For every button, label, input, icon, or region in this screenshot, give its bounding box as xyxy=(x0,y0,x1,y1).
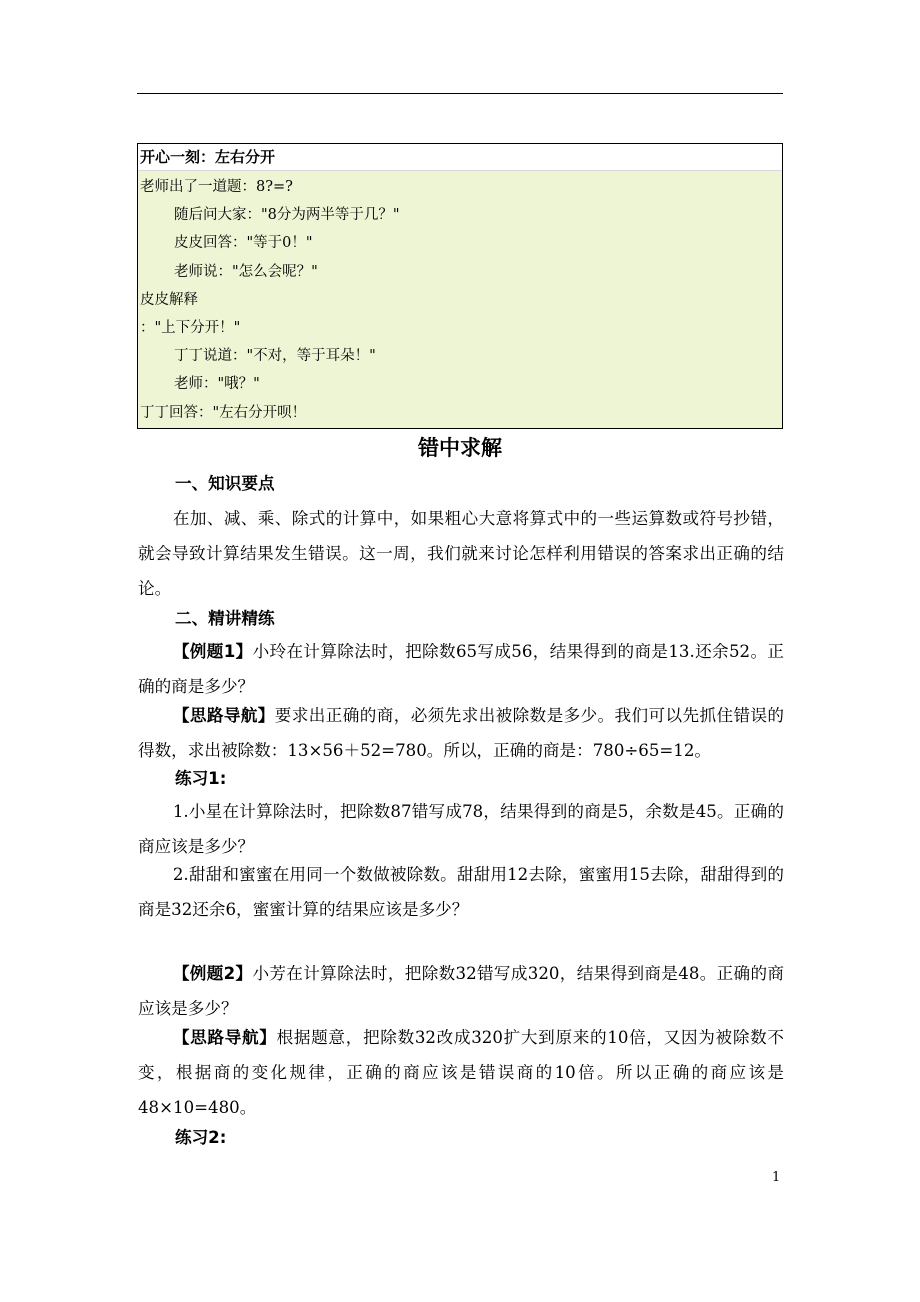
example-1-text: 小玲在计算除法时，把除数65写成56，结果得到的商是13.还余52。正确的商是多少？ xyxy=(138,642,785,696)
hint-1 xyxy=(138,698,784,768)
joke-title: 开心一刻：左右分开 xyxy=(138,144,782,171)
joke-line: 老师出了一道题：8?=? xyxy=(140,179,293,195)
page-number: 1 xyxy=(772,1170,781,1185)
practice-1-item-2: 2.甜甜和蜜蜜在用同一个数做被除数。甜甜用12去除，蜜蜜用15去除，甜甜得到的商是32还余6，蜜蜜计算的结果应该是多少？ xyxy=(138,865,784,919)
joke-line: 老师："哦？" xyxy=(174,376,260,393)
hint-2-label: 【思路导航】 xyxy=(172,1028,277,1047)
joke-line: 丁丁回答："左右分开呗！ xyxy=(140,404,307,421)
example-1 xyxy=(138,634,784,704)
section-key-points-text: 在加、减、乘、除式的计算中，如果粗心大意将算式中的一些运算数或符号抄错，就会导致计算结果发生错误。这一周，我们就来讨论怎样利用错误的答案求出正确的结论。 xyxy=(138,509,784,598)
joke-box xyxy=(137,143,783,429)
hint-2-text: 根据题意，把除数32改成320扩大到原来的10倍，又因为被除数不变，根据商的变化规律，正确的商应该是错误商的10倍。所以正确的商应该是48×10=480。 xyxy=(138,1028,785,1117)
hint-1-label: 【思路导航】 xyxy=(172,706,275,725)
joke-line: 丁丁说道："不对，等于耳朵！" xyxy=(174,348,376,365)
section-heading-key-points: 一、知识要点 xyxy=(175,474,275,493)
document-title: 错中求解 xyxy=(418,436,502,460)
joke-line: ："上下分开！" xyxy=(140,319,241,336)
joke-line: 皮皮回答："等于0！" xyxy=(174,235,313,252)
example-2-label: 【例题2】 xyxy=(172,964,253,983)
header-rule xyxy=(137,93,783,94)
example-2-text: 小芳在计算除法时，把除数32错写成320，结果得到商是48。正确的商应该是多少？ xyxy=(138,964,785,1018)
hint-2 xyxy=(138,1020,784,1125)
practice-1-item-1: 1.小星在计算除法时，把除数87错写成78，结果得到的商是5，余数是45。正确的商应该是多少？ xyxy=(138,802,784,856)
hint-1-text: 要求出正确的商，必须先求出被除数是多少。我们可以先抓住错误的得数，求出被除数：13×56＋52=780。所以，正确的商是：780÷65=12。 xyxy=(138,706,785,760)
example-2 xyxy=(138,956,784,1026)
example-1-label: 【例题1】 xyxy=(172,642,253,661)
practice-2-label: 练习2: xyxy=(175,1128,227,1147)
section-heading-practice: 二、精讲精练 xyxy=(175,609,275,628)
practice-1-label: 练习1: xyxy=(175,769,227,788)
joke-line: 老师说："怎么会呢？" xyxy=(174,263,318,280)
joke-body xyxy=(138,171,782,428)
joke-line: 随后问大家："8分为两半等于几？" xyxy=(174,207,400,224)
joke-line: 皮皮解释 xyxy=(140,291,198,308)
